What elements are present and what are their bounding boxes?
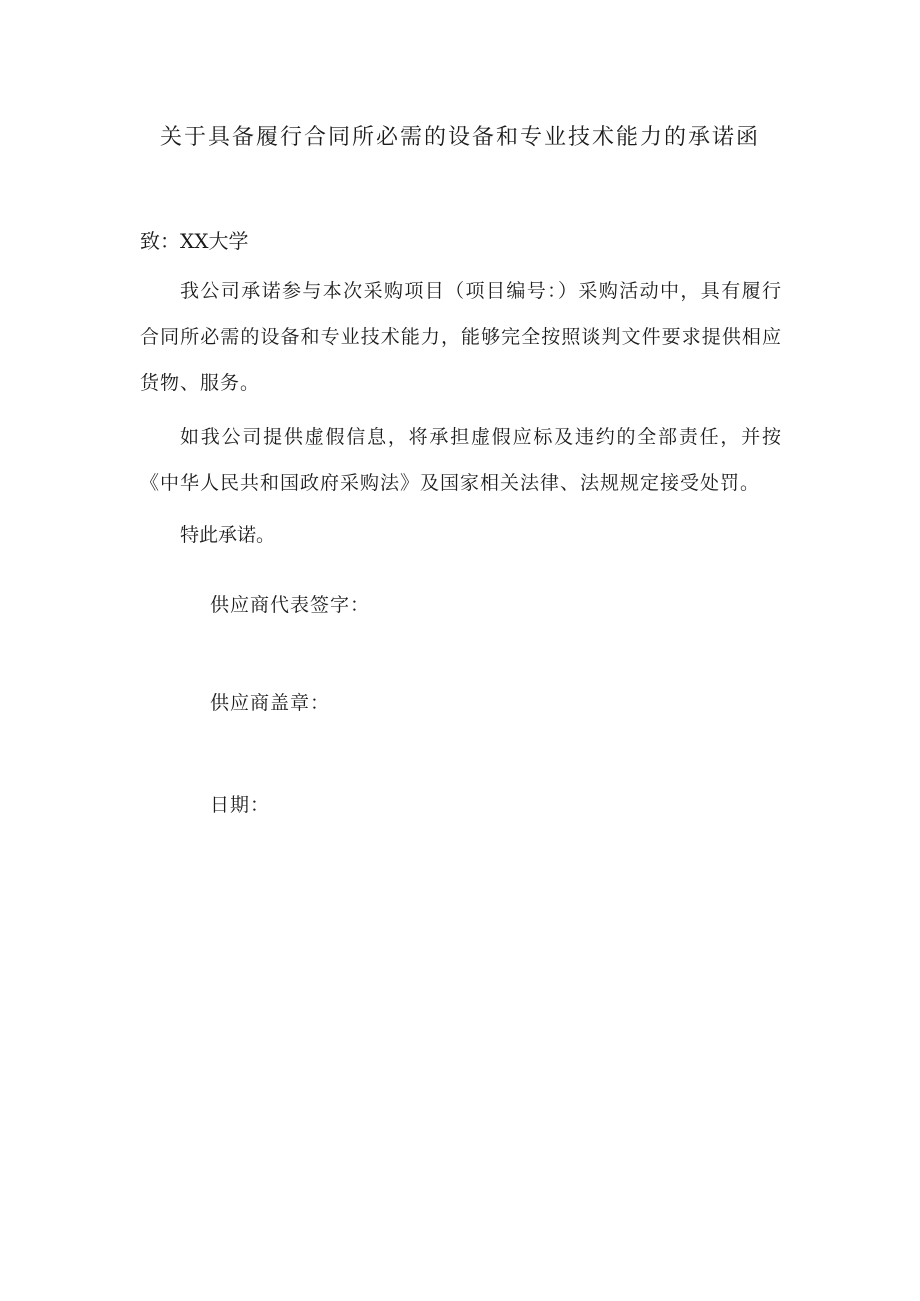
- addressee: 致：XX大学: [140, 229, 249, 253]
- liability-paragraph: 如我公司提供虚假信息，将承担虚假应标及违约的全部责任，并按《中华人民共和国政府采购法》及国家相关法律、法规规定接受处罚。: [140, 426, 782, 494]
- closing-statement: 特此承诺。: [180, 524, 276, 546]
- document-title: 关于具备履行合同所必需的设备和专业技术能力的承诺函: [159, 125, 760, 150]
- date-label: 日期：: [210, 794, 271, 816]
- supplier-seal-label: 供应商盖章：: [210, 692, 331, 714]
- supplier-signature-label: 供应商代表签字：: [210, 594, 371, 616]
- commitment-paragraph: 我公司承诺参与本次采购项目（项目编号：）采购活动中，具有履行合同所必需的设备和专业技术能力，能够完全按照谈判文件要求提供相应货物、服务。: [140, 280, 782, 394]
